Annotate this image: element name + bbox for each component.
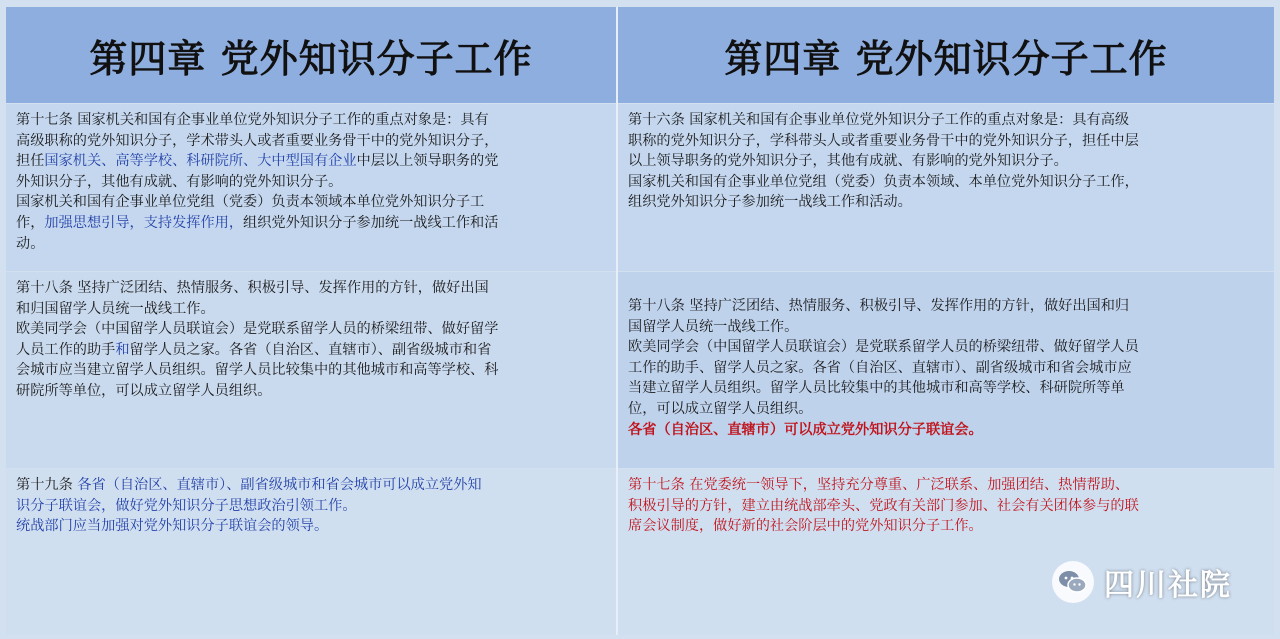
text-line: 国留学人员统一战线工作。	[628, 318, 799, 335]
text-line: 积极引导的方针，建立由统战部牵头、党政有关部门参加、社会有关团体参与的联	[628, 497, 1139, 514]
text-line: 工作的助手、留学人员之家。各省（自治区、直辖市）、副省级城市和省会城市应	[628, 359, 1132, 376]
logo-text: 四川社院	[1104, 568, 1232, 603]
right-article-16	[618, 104, 1274, 271]
right-article-17	[618, 469, 1274, 635]
right-article-18	[618, 272, 1274, 468]
text-line: 第十七条 国家机关和国有企事业单位党外知识分子工作的重点对象是：具有	[16, 112, 489, 128]
text-line: 第十八条 坚持广泛团结、热情服务、积极引导、发挥作用的方针，做好出国	[16, 280, 489, 296]
highlight-blue: 各省（自治区、直辖市）、副省级城市和省会城市可以成立党外知	[77, 477, 482, 493]
text-line: 第十六条 国家机关和国有企事业单位党外知识分子工作的重点对象是：具有高级	[628, 112, 1130, 128]
text-line: 当建立留学人员组织。留学人员比较集中的其他城市和高等学校、科研院所等单	[628, 380, 1125, 397]
text-line: 作，加强思想引导，支持发挥作用，组织党外知识分子参加统一战线工作和活	[16, 214, 499, 231]
text-line: 位，可以成立留学人员组织。	[628, 400, 813, 417]
text-line: 外知识分子，其他有成就、有影响的党外知识分子。	[16, 173, 343, 190]
text-line: 研院所等单位，可以成立留学人员组织。	[16, 382, 272, 399]
text-line: 识分子联谊会，做好党外知识分子思想政治引领工作。	[16, 497, 357, 514]
text-line: 动。	[16, 235, 45, 252]
text-line: 第十八条 坚持广泛团结、热情服务、积极引导、发挥作用的方针，做好出国和归	[628, 298, 1130, 314]
text-line: 席会议制度，做好新的社会阶层中的党外知识分子工作。	[628, 518, 983, 535]
wechat-icon	[1052, 561, 1094, 603]
left-article-18	[6, 272, 616, 468]
text-line: 职称的党外知识分子，学科带头人或者重要业务骨干中的党外知识分子，担任中层	[628, 132, 1139, 149]
text-line: 欧美同学会（中国留学人员联谊会）是党联系留学人员的桥梁纽带、做好留学人员	[628, 339, 1139, 356]
left-article-19	[6, 469, 616, 635]
text-line: 和归国留学人员统一战线工作。	[16, 300, 215, 317]
text-line: 欧美同学会（中国留学人员联谊会）是党联系留学人员的桥梁纽带、做好留学	[16, 321, 499, 338]
text-line: 第十九条 各省（自治区、直辖市）、副省级城市和省会城市可以成立党外知	[16, 477, 482, 493]
right-header-title: 第四章 党外知识分子工作	[724, 35, 1168, 81]
text-line: 人员工作的助手和留学人员之家。各省（自治区、直辖市）、副省级城市和省	[16, 341, 492, 358]
left-header-title: 第四章 党外知识分子工作	[89, 35, 533, 81]
text-line: 高级职称的党外知识分子，学术带头人或者重要业务骨干中的党外知识分子，	[16, 132, 499, 149]
text-line: 以上领导职务的党外知识分子，其他有成就、有影响的党外知识分子。	[628, 153, 1068, 170]
text-line: 国家机关和国有企事业单位党组（党委）负责本领域、本单位党外知识分子工作，	[628, 173, 1139, 190]
text-line: 会城市应当建立留学人员组织。留学人员比较集中的其他城市和高等学校、科	[16, 362, 499, 379]
highlight-red: 各省（自治区、直辖市）可以成立党外知识分子联谊会。	[628, 421, 983, 438]
logo	[1052, 560, 1232, 604]
text-line: 国家机关和国有企事业单位党组（党委）负责本领域本单位党外知识分子工	[16, 194, 485, 211]
text-line: 组织党外知识分子参加统一战线工作和活动。	[628, 194, 912, 211]
column-divider	[616, 7, 618, 635]
highlight-blue: 国家机关、高等学校、科研院所、大中型国有企业	[44, 153, 357, 170]
left-article-17	[6, 104, 616, 271]
highlight-blue: 和	[115, 341, 130, 358]
highlight-blue: 加强思想引导，支持发挥作用，	[44, 214, 244, 231]
right-header	[618, 7, 1274, 103]
text-line: 统战部门应当加强对党外知识分子联谊会的领导。	[16, 518, 329, 535]
left-header	[6, 7, 616, 103]
text-line: 第十七条 在党委统一领导下，坚持充分尊重、广泛联系、加强团结、热情帮助、	[628, 477, 1130, 493]
text-line: 担任国家机关、高等学校、科研院所、大中型国有企业中层以上领导职务的党	[16, 153, 499, 170]
